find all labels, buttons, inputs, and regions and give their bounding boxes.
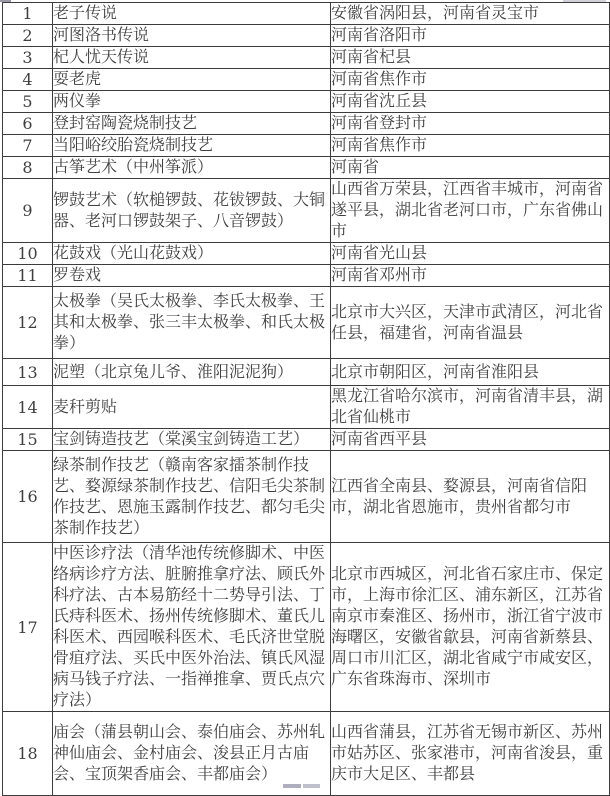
table-row: [3, 359, 610, 386]
heritage-location-cell: 北京市朝阳区，河南省淮阳县: [331, 359, 610, 386]
table-row: [3, 386, 610, 429]
heritage-location-cell: 河南省杞县: [331, 47, 610, 69]
heritage-location-cell: 北京市大兴区，天津市武清区，河北省任县，福建省，河南省温县: [331, 287, 610, 359]
row-number-cell: 14: [3, 386, 53, 429]
cropped-scrollbar-remnant-left: [283, 784, 301, 788]
heritage-name-cell: 麦秆剪贴: [53, 386, 331, 429]
row-number-cell: 13: [3, 359, 53, 386]
heritage-name-cell: 当阳峪绞胎瓷烧制技艺: [53, 135, 331, 157]
table-row: [3, 543, 610, 712]
heritage-name-cell: 登封窑陶瓷烧制技艺: [53, 113, 331, 135]
row-number-cell: 9: [3, 179, 53, 243]
heritage-location-cell: 河南省: [331, 157, 610, 179]
row-number-cell: 15: [3, 429, 53, 451]
row-number-cell: 12: [3, 287, 53, 359]
row-number-cell: 18: [3, 712, 53, 796]
table-row: [3, 3, 610, 25]
cropped-scrollbar-remnant-right: [303, 784, 320, 788]
heritage-name-cell: 庙会（蒲县朝山会、泰伯庙会、苏州轧神仙庙会、金村庙会、浚县正月古庙会、宝顶架香庙会、丰都庙会）: [53, 712, 331, 796]
heritage-table: [2, 2, 610, 796]
heritage-location-cell: 山西省蒲县，江苏省无锡市新区、苏州市姑苏区、张家港市，河南省浚县，重庆市大足区、丰都县: [331, 712, 610, 796]
heritage-name-cell: 泥塑（北京兔儿爷、淮阳泥泥狗）: [53, 359, 331, 386]
heritage-name-cell: 宝剑铸造技艺（棠溪宝剑铸造工艺）: [53, 429, 331, 451]
heritage-name-cell: 花鼓戏（光山花鼓戏）: [53, 243, 331, 265]
row-number-cell: 6: [3, 113, 53, 135]
heritage-location-cell: 安徽省涡阳县，河南省灵宝市: [331, 3, 610, 25]
heritage-name-cell: 罗卷戏: [53, 265, 331, 287]
heritage-location-cell: 河南省沈丘县: [331, 91, 610, 113]
row-number-cell: 17: [3, 543, 53, 712]
row-number-cell: 10: [3, 243, 53, 265]
heritage-location-cell: 黑龙江省哈尔滨市，河南省清丰县，湖北省仙桃市: [331, 386, 610, 429]
heritage-name-cell: 耍老虎: [53, 69, 331, 91]
heritage-name-cell: 老子传说: [53, 3, 331, 25]
table-row: [3, 113, 610, 135]
heritage-location-cell: 河南省焦作市: [331, 69, 610, 91]
heritage-location-cell: 河南省邓州市: [331, 265, 610, 287]
heritage-name-cell: 古筝艺术（中州筝派）: [53, 157, 331, 179]
heritage-table-body: [3, 3, 610, 796]
table-row: [3, 69, 610, 91]
table-row: [3, 429, 610, 451]
table-row: [3, 243, 610, 265]
row-number-cell: 5: [3, 91, 53, 113]
table-row: [3, 179, 610, 243]
row-number-cell: 4: [3, 69, 53, 91]
table-row: [3, 47, 610, 69]
heritage-name-cell: 中医诊疗法（清华池传统修脚术、中医络病诊疗方法、脏腑推拿疗法、顾氏外科疗法、古本易筋经十二势导引法、丁氏痔科医术、扬州传统修脚术、董氏儿科医术、西园喉科医术、毛氏济世堂脱骨疽疗法、买氏中医外治法、镇氏风湿病马钱子疗法、一指禅推拿、贾氏点穴疗法）: [53, 543, 331, 712]
table-row: [3, 265, 610, 287]
heritage-location-cell: 河南省西平县: [331, 429, 610, 451]
table-row: [3, 712, 610, 796]
heritage-location-cell: 北京市西城区，河北省石家庄市、保定市，上海市徐汇区、浦东新区，江苏省南京市秦淮区、扬州市，浙江省宁波市海曙区，安徽省歙县，河南省新蔡县、周口市川汇区，湖北省咸宁市咸安区，广东省珠海市、深圳市: [331, 543, 610, 712]
table-row: [3, 25, 610, 47]
row-number-cell: 1: [3, 3, 53, 25]
row-number-cell: 16: [3, 451, 53, 543]
table-row: [3, 135, 610, 157]
heritage-location-cell: 河南省光山县: [331, 243, 610, 265]
table-row: [3, 287, 610, 359]
heritage-name-cell: 太极拳（吴氏太极拳、李氏太极拳、王其和太极拳、张三丰太极拳、和氏太极拳）: [53, 287, 331, 359]
row-number-cell: 7: [3, 135, 53, 157]
heritage-name-cell: 河图洛书传说: [53, 25, 331, 47]
row-number-cell: 11: [3, 265, 53, 287]
heritage-name-cell: 锣鼓艺术（软槌锣鼓、花钹锣鼓、大铜器、老河口锣鼓架子、八音锣鼓）: [53, 179, 331, 243]
table-row: [3, 451, 610, 543]
heritage-name-cell: 两仪拳: [53, 91, 331, 113]
heritage-location-cell: 河南省登封市: [331, 113, 610, 135]
heritage-location-cell: 山西省万荣县，江西省丰城市，河南省遂平县，湖北省老河口市，广东省佛山市: [331, 179, 610, 243]
table-row: [3, 91, 610, 113]
heritage-name-cell: 杞人忧天传说: [53, 47, 331, 69]
heritage-location-cell: 江西省全南县、婺源县，河南省信阳市，湖北省恩施市，贵州省都匀市: [331, 451, 610, 543]
row-number-cell: 8: [3, 157, 53, 179]
heritage-name-cell: 绿茶制作技艺（赣南客家擂茶制作技艺、婺源绿茶制作技艺、信阳毛尖茶制作技艺、恩施玉露制作技艺、都匀毛尖茶制作技艺）: [53, 451, 331, 543]
row-number-cell: 2: [3, 25, 53, 47]
heritage-location-cell: 河南省洛阳市: [331, 25, 610, 47]
row-number-cell: 3: [3, 47, 53, 69]
table-row: [3, 157, 610, 179]
heritage-location-cell: 河南省焦作市: [331, 135, 610, 157]
